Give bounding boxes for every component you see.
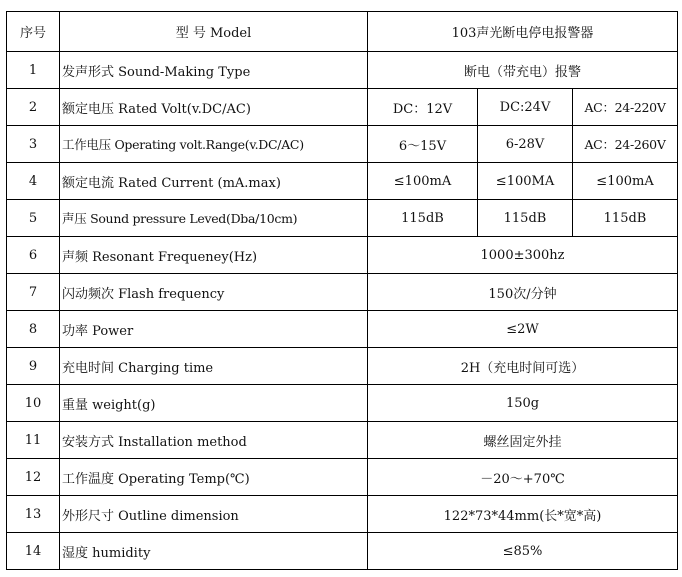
table-row (7, 126, 678, 163)
row-number: 8 (7, 311, 60, 348)
spec-table (6, 11, 678, 570)
row-number: 5 (7, 200, 60, 237)
row-value-dc24: 115dB (478, 200, 573, 237)
row-value-ac: ≤100mA (573, 163, 678, 200)
row-value: 2H（充电时间可选） (368, 348, 678, 385)
row-parameter: 声频 Resonant Frequeney(Hz) (60, 237, 368, 274)
table-row (7, 200, 678, 237)
row-parameter: 外形尺寸 Outline dimension (60, 496, 368, 533)
row-number: 4 (7, 163, 60, 200)
table-row (7, 459, 678, 496)
row-value-dc12: 115dB (368, 200, 478, 237)
table-row (7, 52, 678, 89)
table-row (7, 237, 678, 274)
row-value: 150次/分钟 (368, 274, 678, 311)
row-value: ≤85% (368, 533, 678, 570)
row-value: 122*73*44mm(长*宽*高) (368, 496, 678, 533)
row-value-ac: AC：24-260V (573, 126, 678, 163)
table-row (7, 89, 678, 126)
row-value: 1000±300hz (368, 237, 678, 274)
row-number: 12 (7, 459, 60, 496)
row-number: 1 (7, 52, 60, 89)
row-parameter: 发声形式 Sound-Making Type (60, 52, 368, 89)
row-value-ac: 115dB (573, 200, 678, 237)
row-parameter: 额定电压 Rated Volt(v.DC/AC) (60, 89, 368, 126)
header-model: 型 号 Model (60, 12, 368, 52)
row-number: 11 (7, 422, 60, 459)
row-parameter: 声压 Sound pressure Leved(Dba/10cm) (60, 200, 368, 237)
row-value-dc24: 6-28V (478, 126, 573, 163)
row-parameter: 功率 Power (60, 311, 368, 348)
row-parameter: 重量 weight(g) (60, 385, 368, 422)
table-row (7, 385, 678, 422)
row-value-dc12: DC：12V (368, 89, 478, 126)
row-number: 14 (7, 533, 60, 570)
row-value-dc24: ≤100MA (478, 163, 573, 200)
row-parameter: 湿度 humidity (60, 533, 368, 570)
table-header-row (7, 12, 678, 52)
table-row (7, 348, 678, 385)
table-row (7, 496, 678, 533)
row-value: 150g (368, 385, 678, 422)
row-value-dc12: ≤100mA (368, 163, 478, 200)
row-value: ≤2W (368, 311, 678, 348)
row-parameter: 工作电压 Operating volt.Range(v.DC/AC) (60, 126, 368, 163)
row-parameter: 额定电流 Rated Current (mA.max) (60, 163, 368, 200)
row-value: －20～+70℃ (368, 459, 678, 496)
row-number: 2 (7, 89, 60, 126)
table-row (7, 274, 678, 311)
row-number: 10 (7, 385, 60, 422)
table-row (7, 422, 678, 459)
row-parameter: 闪动频次 Flash frequency (60, 274, 368, 311)
row-value-dc12: 6～15V (368, 126, 478, 163)
row-number: 3 (7, 126, 60, 163)
row-value-ac: AC：24-220V (573, 89, 678, 126)
row-parameter: 工作温度 Operating Temp(℃) (60, 459, 368, 496)
row-value-dc24: DC:24V (478, 89, 573, 126)
row-number: 13 (7, 496, 60, 533)
table-row (7, 533, 678, 570)
row-parameter: 安装方式 Installation method (60, 422, 368, 459)
table-row (7, 163, 678, 200)
row-value: 螺丝固定外挂 (368, 422, 678, 459)
header-product: 103声光断电停电报警器 (368, 12, 678, 52)
row-number: 7 (7, 274, 60, 311)
header-index: 序号 (7, 12, 60, 52)
row-number: 9 (7, 348, 60, 385)
row-value: 断电（带充电）报警 (368, 52, 678, 89)
table-row (7, 311, 678, 348)
row-number: 6 (7, 237, 60, 274)
row-parameter: 充电时间 Charging time (60, 348, 368, 385)
